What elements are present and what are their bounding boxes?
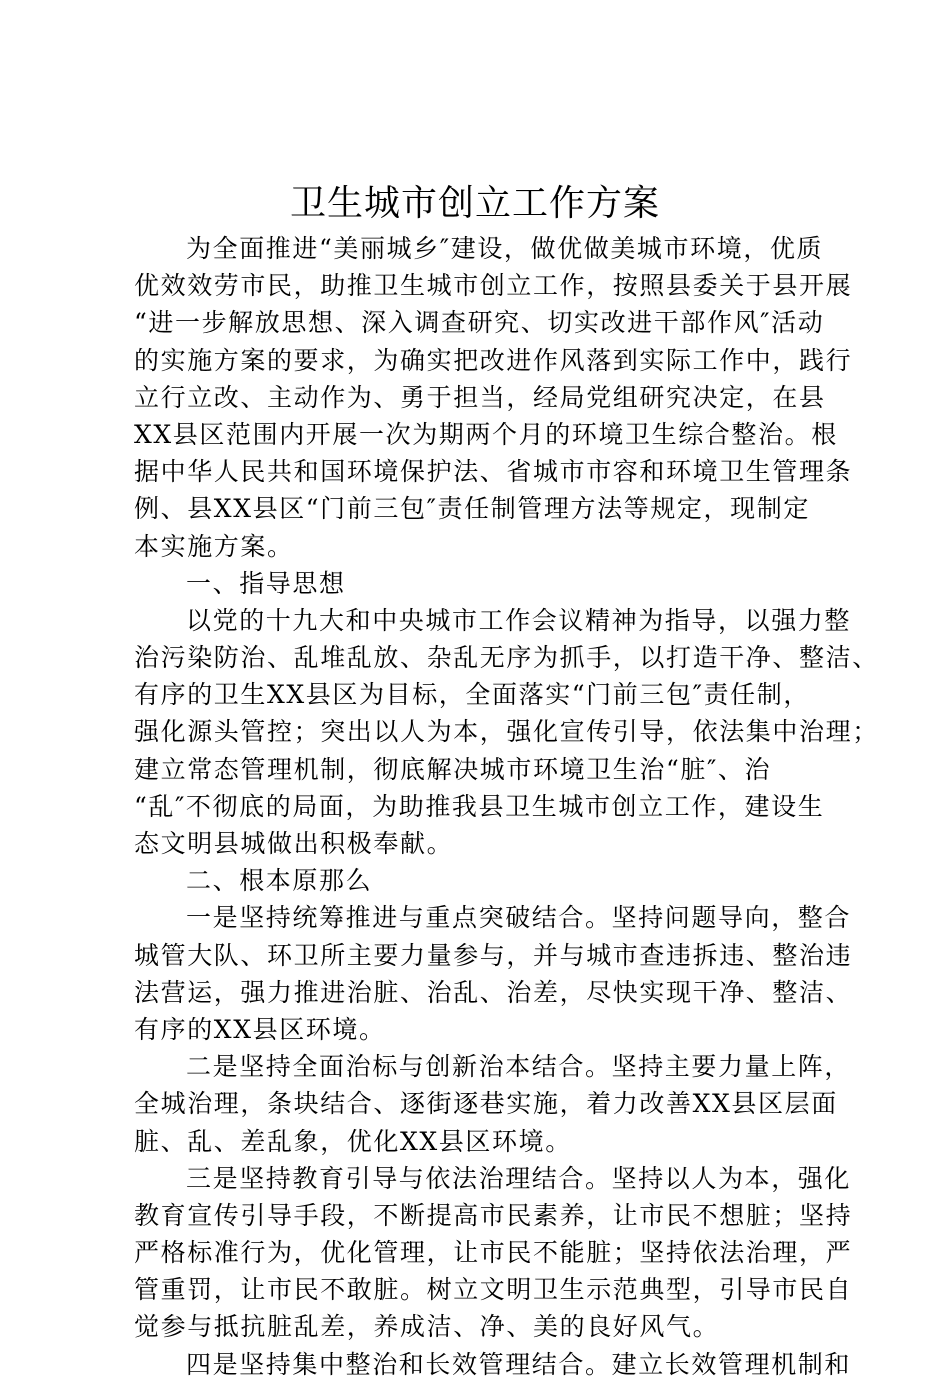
body-line: 一是坚持统筹推进与重点突破结合。坚持问题导向，整合 (186, 903, 852, 933)
body-line: 的实施方案的要求，为确实把改进作风落到实际工作中，践行 (134, 345, 853, 375)
body-line: 管重罚，让市民不敢脏。树立文明卫生示范典型，引导市民自 (134, 1275, 853, 1305)
body-line: 治污染防治、乱堆乱放、杂乱无序为抓手，以打造干净、整洁、 (134, 643, 879, 673)
body-line: 二是坚持全面治标与创新治本结合。坚持主要力量上阵， (186, 1052, 852, 1082)
body-line: 建立常态管理机制，彻底解决城市环境卫生治“脏″、治 (134, 754, 772, 784)
body-line: 有序的XX县区环境。 (134, 1014, 386, 1044)
body-line: “乱″不彻底的局面，为助推我县卫生城市创立工作，建设生 (134, 791, 825, 821)
body-line: 立行立改、主动作为、勇于担当，经局党组研究决定，在县 (134, 382, 826, 412)
body-line: 脏、乱、差乱象，优化XX县区环境。 (134, 1126, 572, 1156)
body-line: 据中华人民共和国环境保护法、省城市市容和环境卫生管理条 (134, 457, 853, 487)
body-line: 教育宣传引导手段，不断提高市民素养，让市民不想脏；坚持 (134, 1200, 853, 1230)
body-line: “进一步解放思想、深入调查研究、切实改进干部作风″活动 (134, 308, 825, 338)
body-line: 觉参与抵抗脏乱差，养成洁、净、美的良好风气。 (134, 1312, 720, 1342)
body-line: XX县区范围内开展一次为期两个月的环境卫生综合整治。根 (134, 419, 838, 449)
document-title: 卫生城市创立工作方案 (289, 183, 660, 224)
body-line: 态文明县城做出积极奉献。 (134, 829, 454, 858)
body-line: 优效效劳市民，助推卫生城市创立工作，按照县委关于县开展 (134, 271, 853, 301)
section-heading: 二、根本原那么 (186, 866, 373, 896)
body-line: 例、县XX县区“门前三包″责任制管理方法等规定，现制定 (134, 494, 810, 524)
body-line: 四是坚持集中整治和长效管理结合。建立长效管理机制和 (186, 1349, 852, 1379)
body-line: 严格标准行为，优化管理，让市民不能脏；坚持依法治理，严 (134, 1238, 853, 1268)
section-heading: 一、指导思想 (186, 568, 346, 598)
body-line: 为全面推进“美丽城乡″建设，做优做美城市环境，优质 (186, 234, 824, 263)
body-line: 有序的卫生XX县区为目标，全面落实“门前三包″责任制， (134, 680, 810, 710)
body-line: 全城治理，条块结合、逐街逐巷实施，着力改善XX县区层面 (134, 1089, 838, 1119)
body-line: 城管大队、环卫所主要力量参与，并与城市查违拆违、整治违 (134, 940, 853, 970)
body-line: 以党的十九大和中央城市工作会议精神为指导，以强力整 (186, 605, 852, 635)
body-line: 三是坚持教育引导与依法治理结合。坚持以人为本，强化 (186, 1163, 852, 1193)
body-line: 强化源头管控；突出以人为本，强化宣传引导，依法集中治理； (134, 717, 879, 747)
document-body (134, 230, 879, 1383)
body-line: 本实施方案。 (134, 531, 294, 561)
body-line: 法营运，强力推进治脏、治乱、治差，尽快实现干净、整洁、 (134, 977, 853, 1007)
